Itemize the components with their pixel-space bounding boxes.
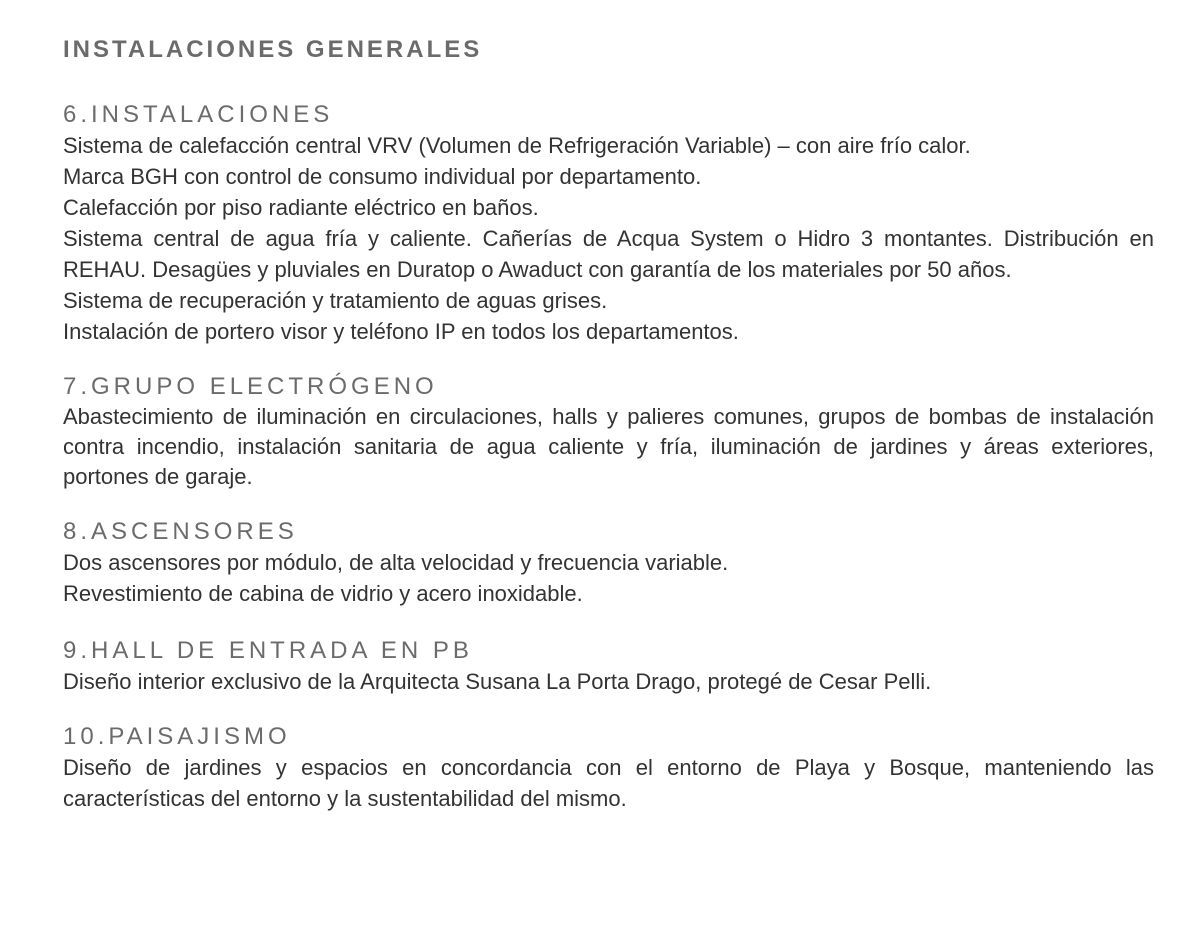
section-instalaciones [63,100,1154,347]
paragraph: Dos ascensores por módulo, de alta velocidad y frecuencia variable. [63,550,729,575]
paragraph: Revestimiento de cabina de vidrio y acero inoxidable. [63,581,583,606]
section-heading: 10.PAISAJISMO [63,723,291,750]
section-heading: 7.GRUPO ELECTRÓGENO [63,373,438,400]
section-paisajismo [63,722,1154,814]
paragraph: Abastecimiento de iluminación en circulaciones, halls y palieres comunes, grupos de bombas de instalación contra incendio, instalación sanitaria de agua caliente y fría, iluminación de jardines y áreas exteriores, portones de garaje. [63,404,1154,489]
paragraph: Calefacción por piso radiante eléctrico en baños. [63,195,539,220]
section-heading: 8.ASCENSORES [63,518,298,545]
paragraph: Sistema de calefacción central VRV (Volumen de Refrigeración Variable) – con aire frío calor. [63,133,971,158]
section-grupo-electrogeno [63,372,1154,492]
paragraph: Diseño de jardines y espacios en concordancia con el entorno de Playa y Bosque, manteniendo las características del entorno y la sustentabilidad del mismo. [63,755,1154,811]
paragraph: Instalación de portero visor y teléfono IP en todos los departamentos. [63,319,739,344]
section-hall-de-entrada [63,636,1154,697]
paragraph: Sistema central de agua fría y caliente. Cañerías de Acqua System o Hidro 3 montantes. Distribución en REHAU. Desagües y pluviales en Duratop o Awaduct con garantía de los materiales por 50 años. [63,226,1154,282]
paragraph: Diseño interior exclusivo de la Arquitecta Susana La Porta Drago, protegé de Cesar Pelli. [63,669,932,694]
paragraph: Marca BGH con control de consumo individual por departamento. [63,164,702,189]
paragraph: Sistema de recuperación y tratamiento de aguas grises. [63,288,608,313]
section-heading: 6.INSTALACIONES [63,101,334,128]
section-ascensores [63,517,1154,609]
document-title: INSTALACIONES GENERALES [63,36,483,63]
section-heading: 9.HALL DE ENTRADA EN PB [63,637,473,664]
